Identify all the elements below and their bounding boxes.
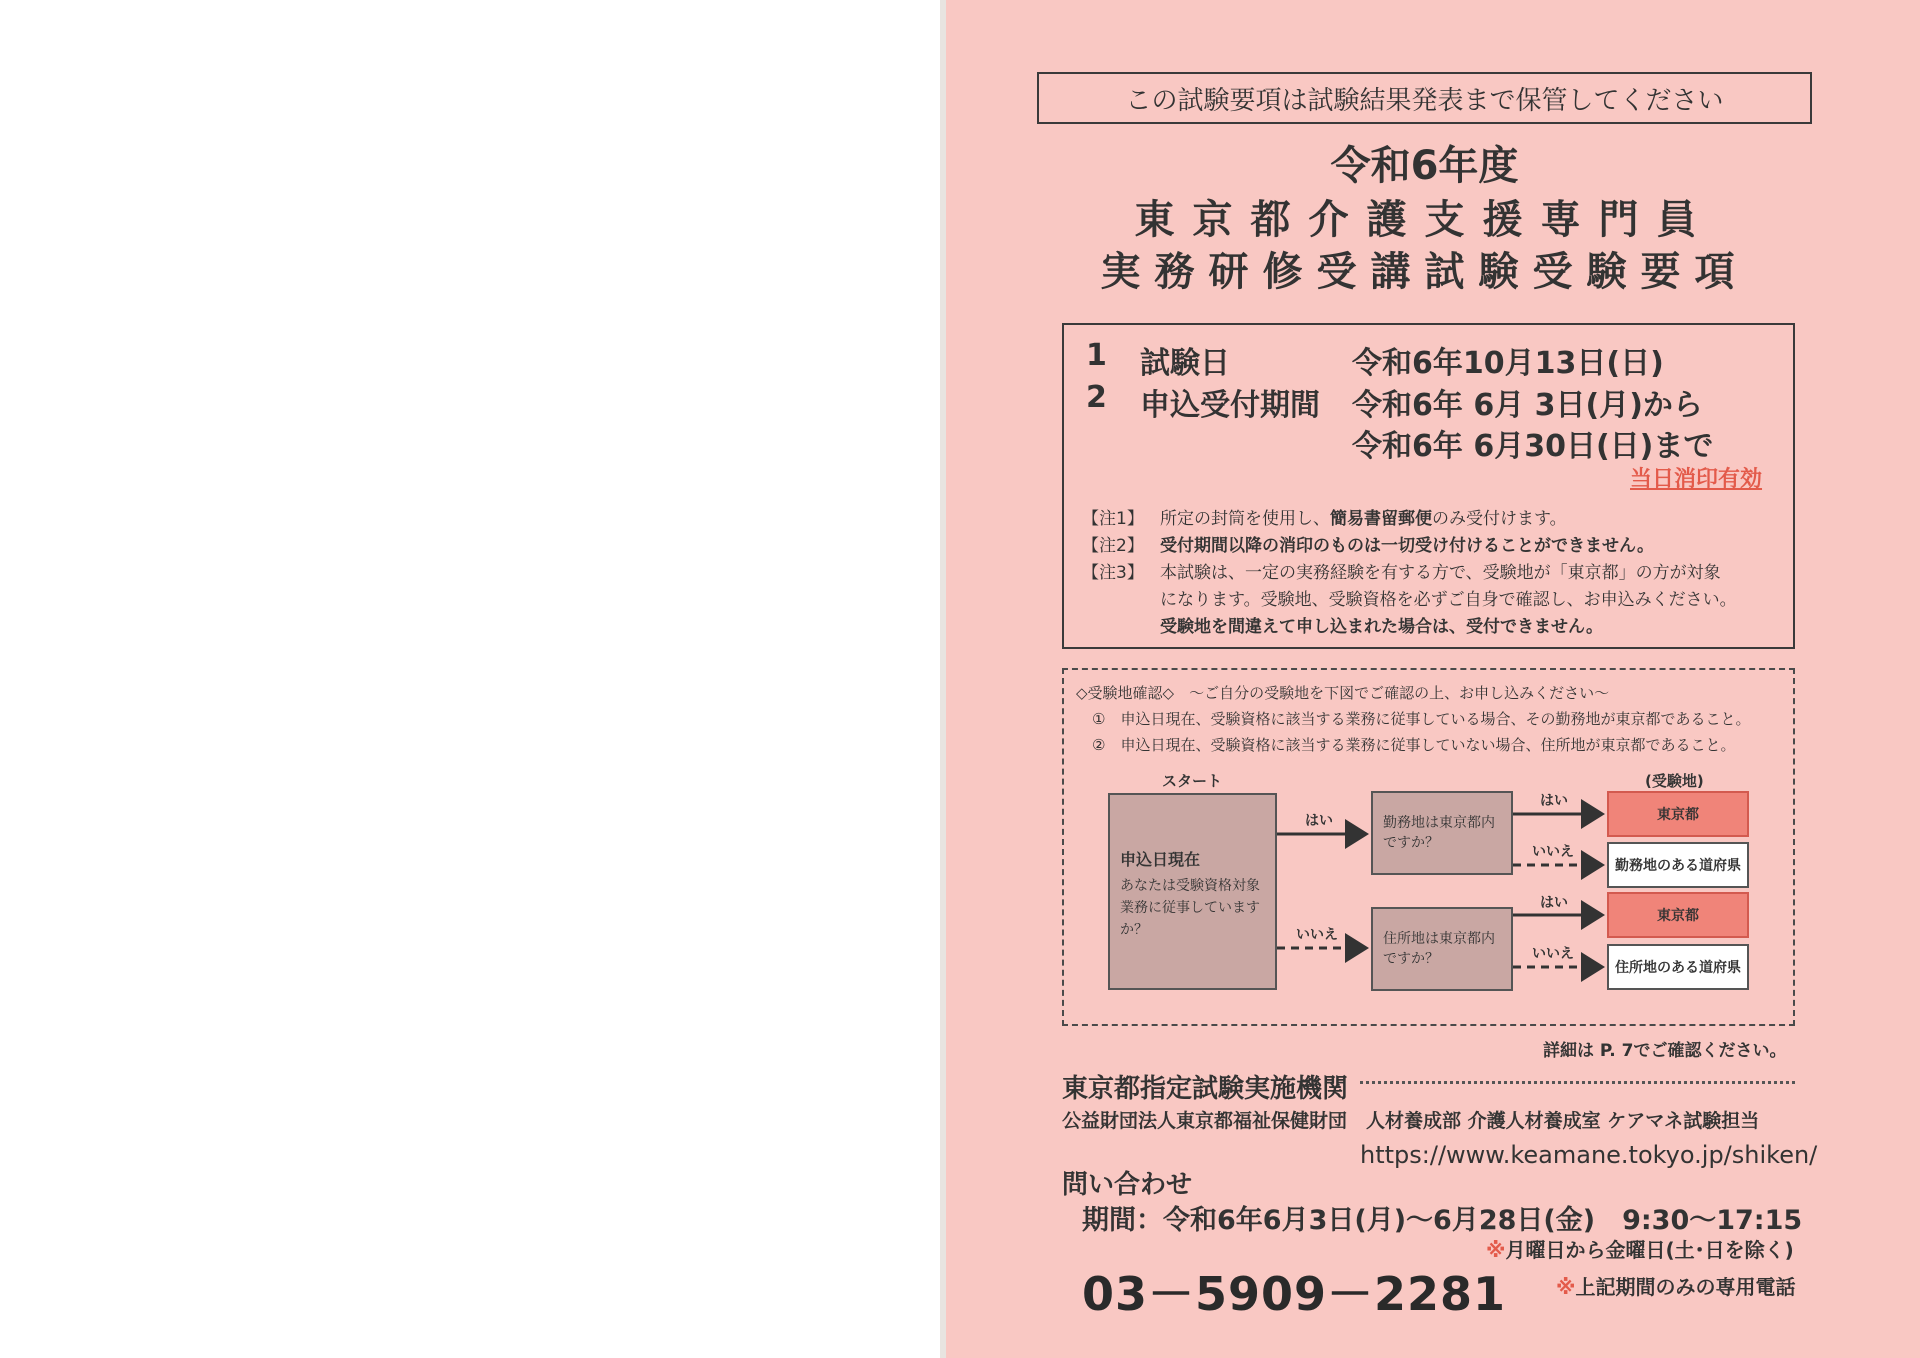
workplace-question: 勤務地は東京都内ですか？: [1383, 815, 1495, 851]
website-url[interactable]: https://www.keamane.tokyo.jp/shiken/: [1360, 1141, 1818, 1169]
exam-location-label: (受験地): [1645, 772, 1704, 790]
title-line3: 実務研修受講試験受験要項: [1100, 249, 1749, 295]
title-year: 令和6年度: [1330, 143, 1519, 189]
label-no-3: いいえ: [1532, 946, 1574, 962]
result-home-prefecture: 住所地のある道府県: [1607, 944, 1749, 990]
dotted-leader: [1360, 1081, 1795, 1084]
item2-label: 申込受付期間: [1140, 388, 1320, 423]
start-box-heading: 申込日現在: [1120, 850, 1201, 869]
item2-number: 2: [1086, 380, 1107, 415]
item1-number: 1: [1086, 338, 1107, 373]
weekday-note: ※月曜日から金曜日(土･日を除く): [1486, 1238, 1794, 1262]
start-box-question: あなたは受験資格対象業務に従事していますか？: [1120, 878, 1260, 938]
exam-date: 令和6年10月13日(日): [1352, 346, 1664, 381]
dedicated-phone-note: ※上記期間のみの専用電話: [1556, 1275, 1796, 1299]
note3-line3: 受験地を間違えて申し込まれた場合は、受付できません。: [1160, 617, 1604, 637]
period-end: 令和6年 6月30日(日)まで: [1352, 429, 1714, 464]
label-no-2: いいえ: [1532, 844, 1574, 860]
result-tokyo-1: 東京都: [1607, 791, 1749, 837]
phone-number: 03－5909－2281: [1082, 1267, 1507, 1321]
organization-name: 公益財団法人東京都福祉保健財団 人材養成部 介護人材養成室 ケアマネ試験担当: [1062, 1110, 1760, 1132]
note3-line1: 本試験は、一定の実務経験を有する方で、受験地が「東京都」の方が対象: [1160, 563, 1721, 583]
note3-line2: になります。受験地、受験資格を必ずご自身で確認し、お申込みください。: [1160, 590, 1737, 610]
label-yes-3: はい: [1540, 895, 1568, 911]
note2-text: 受付期間以降の消印のものは一切受け付けることができません。: [1160, 536, 1655, 556]
detail-page-reference: 詳細は P. 7でご確認ください。: [1543, 1041, 1787, 1061]
result-work-prefecture: 勤務地のある道府県: [1607, 842, 1749, 888]
contact-period: 期間：令和6年6月3日(月)～6月28日(金) 9:30～17:15: [1082, 1205, 1803, 1236]
result-tokyo-2: 東京都: [1607, 892, 1749, 938]
note1-head: 【注1】: [1082, 509, 1144, 529]
label-yes-1: はい: [1305, 813, 1333, 829]
keep-notice-box: この試験要項は試験結果発表まで保管してください: [1037, 72, 1812, 124]
period-start: 令和6年 6月 3日(月)から: [1352, 388, 1703, 423]
postmark-note: 当日消印有効: [1630, 467, 1763, 492]
note3-head: 【注3】: [1082, 563, 1144, 583]
contact-heading: 問い合わせ: [1062, 1170, 1193, 1200]
check-point2: ② 申込日現在、受験資格に該当する業務に従事していない場合、住所地が東京都であること。: [1092, 736, 1736, 754]
organization-heading: 東京都指定試験実施機関: [1062, 1074, 1349, 1104]
label-yes-2: はい: [1540, 793, 1568, 809]
title-line2: 東京都介護支援専門員: [1134, 197, 1715, 243]
check-heading: ◇受験地確認◇ ～ご自分の受験地を下図でご確認の上、お申し込みください～: [1076, 684, 1610, 702]
item1-label: 試験日: [1140, 346, 1230, 381]
start-label: スタート: [1162, 772, 1223, 790]
label-no-1: いいえ: [1296, 927, 1338, 943]
note2-head: 【注2】: [1082, 536, 1144, 556]
check-point1: ① 申込日現在、受験資格に該当する業務に従事している場合、その勤務地が東京都であること。: [1092, 710, 1751, 728]
note1-text: 所定の封筒を使用し、簡易書留郵便のみ受付けます。: [1160, 509, 1567, 529]
residence-question: 住所地は東京都内ですか？: [1383, 931, 1495, 967]
